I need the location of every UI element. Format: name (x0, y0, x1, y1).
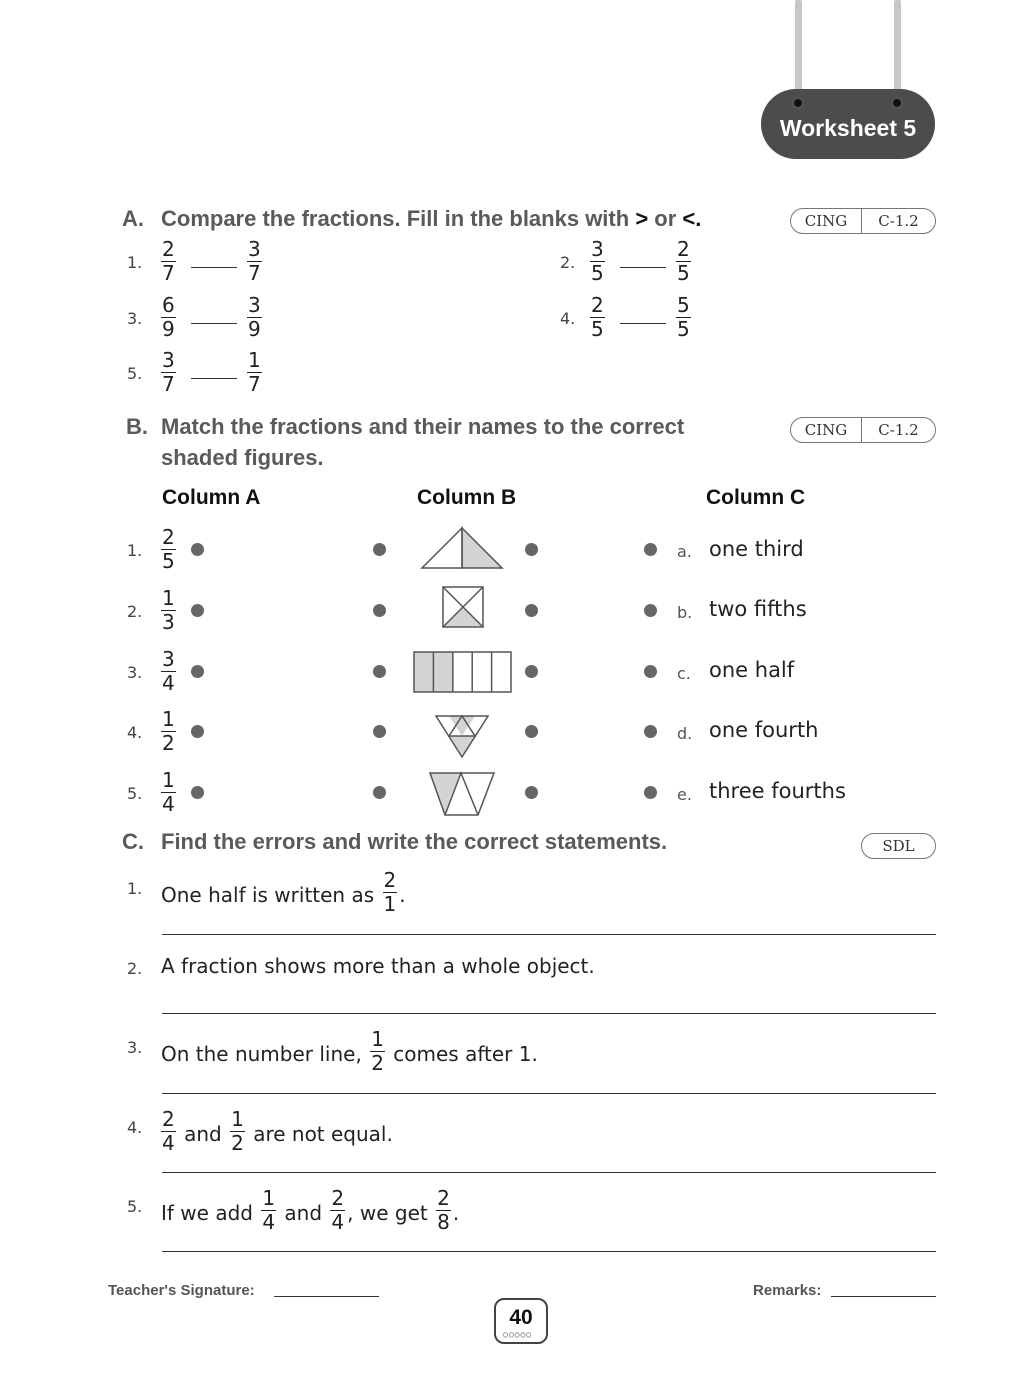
statement-text: One half is written as (161, 883, 375, 907)
statement-text: A fraction shows more than a whole object. (161, 954, 595, 978)
fraction-right (247, 295, 262, 340)
item-number: 4. (127, 1118, 143, 1137)
hanger-hole-right (891, 97, 903, 109)
figure-trapezoid-triangles (428, 770, 496, 818)
inline-fraction (161, 1109, 176, 1154)
inline-fraction (383, 870, 398, 915)
answer-line[interactable] (162, 1251, 936, 1252)
denominator: 3 (162, 610, 175, 634)
match-dot-b-right[interactable] (525, 786, 538, 799)
numerator: 3 (162, 348, 175, 372)
match-dot-b-right[interactable] (525, 543, 538, 556)
column-a-fraction (161, 709, 176, 754)
inline-fraction (436, 1188, 451, 1233)
skill-tag-a-left: CING (804, 212, 848, 230)
match-dot-c[interactable] (644, 786, 657, 799)
section-c-letter: C. (122, 829, 144, 854)
column-c-header: Column C (706, 486, 806, 509)
statement-text: , we get (347, 1201, 428, 1225)
denominator: 9 (248, 317, 261, 341)
fraction-left (590, 295, 605, 340)
numerator: 1 (371, 1027, 384, 1051)
statement-text: and (184, 1122, 222, 1146)
hanger-strap-left (795, 0, 802, 98)
denominator: 2 (371, 1051, 384, 1075)
item-number: 4. (127, 723, 143, 742)
item-number: 1. (127, 253, 143, 272)
match-dot-a[interactable] (191, 786, 204, 799)
match-dot-b-right[interactable] (525, 665, 538, 678)
inline-fraction (370, 1029, 385, 1074)
statement (161, 1027, 538, 1078)
less-than-symbol: < (682, 206, 696, 231)
item-number: 3. (127, 309, 143, 328)
or-word: or (654, 206, 677, 231)
denominator: 4 (262, 1210, 276, 1234)
column-a-fraction (161, 527, 176, 572)
fraction-left (161, 350, 176, 395)
figure-triangle-halves (420, 526, 504, 570)
item-number: 3. (127, 1038, 143, 1057)
denominator: 4 (162, 792, 175, 816)
fraction-name: three fourths (709, 779, 846, 803)
answer-blank[interactable] (620, 323, 666, 324)
figure-inverted-triangle-quarters (435, 713, 489, 761)
dots-decoration-icon: ○○○○○ (503, 1330, 533, 1339)
option-letter: a. (677, 542, 692, 561)
column-b-header: Column B (417, 486, 517, 509)
option-letter: d. (677, 724, 693, 743)
column-a-fraction (161, 588, 176, 633)
statement-text: . (452, 1201, 460, 1225)
item-number: 3. (127, 663, 143, 682)
statement (161, 954, 595, 978)
match-dot-c[interactable] (644, 543, 657, 556)
fraction-right (247, 350, 262, 395)
denominator: 5 (162, 549, 175, 573)
match-dot-b-right[interactable] (525, 604, 538, 617)
numerator: 2 (437, 1186, 450, 1210)
denominator: 9 (162, 317, 175, 341)
figure-rectangle-fifths (412, 650, 513, 694)
item-number: 5. (127, 784, 143, 803)
fraction-right (247, 239, 262, 284)
numerator: 2 (162, 1107, 175, 1131)
item-number: 5. (127, 364, 143, 383)
numerator: 6 (162, 293, 175, 317)
worksheet-title: Worksheet 5 (761, 89, 935, 159)
denominator: 4 (162, 671, 175, 695)
remarks-label: Remarks: (753, 1282, 822, 1299)
fraction-name: one fourth (709, 718, 819, 742)
denominator: 4 (162, 1131, 175, 1155)
statement (161, 868, 406, 919)
match-dot-a[interactable] (191, 665, 204, 678)
denominator: 7 (162, 372, 175, 396)
answer-blank[interactable] (191, 378, 237, 379)
item-number: 4. (560, 309, 576, 328)
numerator: 2 (383, 868, 397, 892)
fraction-name: one half (709, 658, 795, 682)
numerator: 3 (162, 647, 175, 671)
teacher-signature-line[interactable] (274, 1296, 379, 1297)
fraction-name: two fifths (709, 597, 807, 621)
match-dot-c[interactable] (644, 725, 657, 738)
skill-tag-c-text: SDL (882, 837, 915, 855)
statement-text: If we add (161, 1201, 253, 1225)
denominator: 5 (591, 261, 604, 285)
numerator: 1 (262, 1186, 276, 1210)
option-letter: e. (677, 785, 692, 804)
remarks-line[interactable] (831, 1296, 936, 1297)
denominator: 5 (677, 261, 690, 285)
period: . (695, 206, 702, 231)
match-dot-b-left[interactable] (373, 665, 386, 678)
denominator: 2 (162, 731, 175, 755)
match-dot-b-left[interactable] (373, 543, 386, 556)
greater-than-symbol: > (635, 206, 649, 231)
numerator: 1 (162, 586, 175, 610)
section-a-instruction (161, 203, 701, 234)
numerator: 2 (162, 525, 175, 549)
answer-blank[interactable] (191, 267, 237, 268)
match-dot-b-left[interactable] (373, 604, 386, 617)
item-number: 5. (127, 1197, 143, 1216)
column-a-fraction (161, 649, 176, 694)
answer-blank[interactable] (620, 267, 666, 268)
section-b-instruction-line2: shaded figures. (161, 445, 324, 470)
answer-line[interactable] (162, 1172, 936, 1173)
match-dot-b-right[interactable] (525, 725, 538, 738)
denominator: 1 (383, 892, 397, 916)
numerator: 2 (331, 1186, 345, 1210)
numerator: 1 (162, 707, 175, 731)
hanger-hole-left (792, 97, 804, 109)
denominator: 2 (231, 1131, 244, 1155)
statement (161, 1107, 393, 1158)
fraction-name: one third (709, 537, 804, 561)
section-b-instruction (161, 411, 684, 473)
section-c-instruction: Find the errors and write the correct statements. (161, 829, 668, 854)
statement-text: and (284, 1201, 323, 1225)
skill-tag-a (790, 208, 936, 234)
match-dot-c[interactable] (644, 604, 657, 617)
match-dot-a[interactable] (191, 725, 204, 738)
answer-line[interactable] (162, 934, 936, 935)
fraction-left (161, 295, 176, 340)
item-number: 2. (560, 253, 576, 272)
skill-tag-b-right: C-1.2 (861, 418, 935, 442)
skill-tag-b-left: CING (804, 421, 848, 439)
skill-tag-b (790, 417, 936, 443)
match-dot-a[interactable] (191, 604, 204, 617)
denominator: 7 (248, 372, 261, 396)
numerator: 2 (162, 237, 175, 261)
fraction-left (590, 239, 605, 284)
inline-fraction (330, 1188, 345, 1233)
section-a-instruction-text: Compare the fractions. Fill in the blanks with (161, 206, 630, 231)
hanger-strap-right (894, 0, 901, 98)
fraction-right (676, 239, 691, 284)
denominator: 7 (162, 261, 175, 285)
inline-fraction (261, 1188, 276, 1233)
match-dot-a[interactable] (191, 543, 204, 556)
statement-text: comes after 1. (393, 1042, 538, 1066)
statement-text: On the number line, (161, 1042, 362, 1066)
numerator: 3 (248, 293, 261, 317)
section-a-letter: A. (122, 206, 144, 231)
numerator: 1 (231, 1107, 244, 1131)
answer-line[interactable] (162, 1013, 936, 1014)
match-dot-b-left[interactable] (373, 786, 386, 799)
match-dot-b-left[interactable] (373, 725, 386, 738)
denominator: 7 (248, 261, 261, 285)
match-dot-c[interactable] (644, 665, 657, 678)
teacher-signature-label: Teacher's Signature: (108, 1282, 255, 1299)
column-a-header: Column A (162, 486, 261, 509)
section-b-letter: B. (126, 414, 148, 439)
denominator: 5 (677, 317, 690, 341)
numerator: 2 (591, 293, 604, 317)
item-number: 1. (127, 879, 143, 898)
item-number: 2. (127, 959, 143, 978)
option-letter: b. (677, 603, 693, 622)
skill-tag-a-right: C-1.2 (861, 209, 935, 233)
statement-text: are not equal. (253, 1122, 393, 1146)
page-number-badge (494, 1298, 548, 1344)
column-a-fraction (161, 770, 176, 815)
answer-line[interactable] (162, 1093, 936, 1094)
numerator: 3 (591, 237, 604, 261)
numerator: 1 (248, 348, 261, 372)
item-number: 1. (127, 541, 143, 560)
page-number: 40 (509, 1306, 533, 1329)
numerator: 2 (677, 237, 690, 261)
numerator: 1 (162, 768, 175, 792)
figure-square-quarters (441, 585, 485, 629)
denominator: 8 (437, 1210, 450, 1234)
option-letter: c. (677, 664, 691, 683)
fraction-right (676, 295, 691, 340)
numerator: 3 (248, 237, 261, 261)
skill-tag-c (861, 833, 936, 859)
statement (161, 1186, 460, 1237)
fraction-left (161, 239, 176, 284)
denominator: 5 (591, 317, 604, 341)
item-number: 2. (127, 602, 143, 621)
numerator: 5 (677, 293, 690, 317)
answer-blank[interactable] (191, 323, 237, 324)
denominator: 4 (331, 1210, 345, 1234)
inline-fraction (230, 1109, 245, 1154)
statement-text: . (399, 883, 406, 907)
section-b-instruction-line1: Match the fractions and their names to the correct (161, 414, 685, 439)
